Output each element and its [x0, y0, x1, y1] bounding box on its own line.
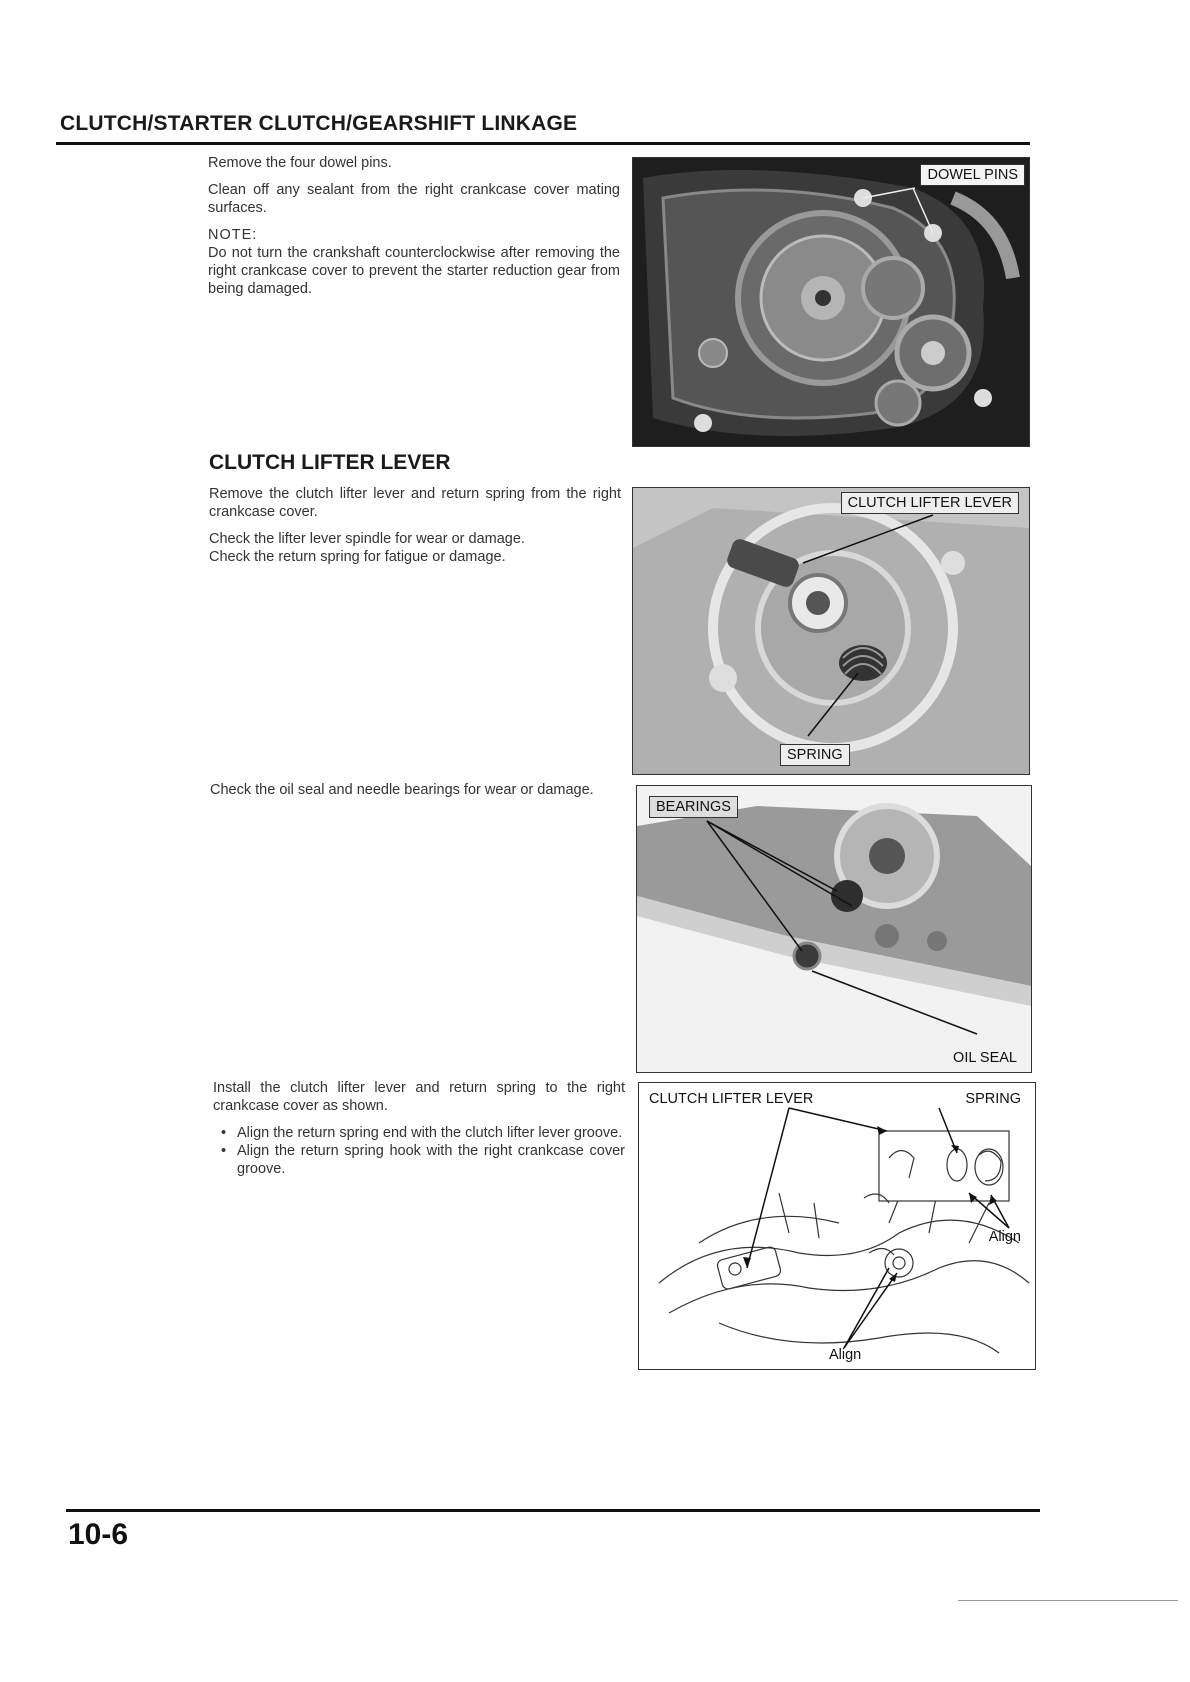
label-spring: SPRING: [780, 744, 850, 766]
oil-seal-step: [210, 781, 622, 799]
footer-rule: [66, 1509, 1040, 1512]
step-check-spring: Check the return spring for fatigue or damage.: [209, 549, 506, 565]
label-oil-seal: OIL SEAL: [953, 1050, 1017, 1066]
list-item: [213, 1142, 625, 1178]
label-clutch-lifter-lever: CLUTCH LIFTER LEVER: [841, 492, 1019, 514]
step-remove-lever: Remove the clutch lifter lever and return spring from the right crankcase cover.: [209, 486, 621, 520]
list-item: [213, 1124, 625, 1142]
intro-line-dowel: Remove the four dowel pins.: [208, 155, 392, 171]
step-check-spindle: Check the lifter lever spindle for wear or damage.: [209, 531, 525, 547]
figure-clutch-lifter-lever: [632, 487, 1030, 775]
note-text: Do not turn the crankshaft counterclockwise after removing the right crankcase cover to prevent the starter reduction gear from being damaged.: [208, 245, 620, 297]
bullet-dot: •: [221, 1143, 227, 1159]
bullet-text-spring-end: Align the return spring end with the clutch lifter lever groove.: [237, 1125, 623, 1141]
engine-photo-illustration: [633, 158, 1029, 446]
page-number: 10-6: [68, 1518, 129, 1551]
label-align-bottom: Align: [829, 1347, 862, 1363]
intro-block: [208, 154, 620, 298]
crankcase-cover-photo-illustration: [633, 488, 1029, 774]
figure-install-diagram: [638, 1082, 1036, 1370]
label-dowel-pins: DOWEL PINS: [920, 164, 1025, 186]
step-install-lever: Install the clutch lifter lever and return spring to the right crankcase cover as shown.: [213, 1080, 625, 1114]
label-diagram-clutch-lifter-lever: CLUTCH LIFTER LEVER: [649, 1091, 814, 1107]
intro-line-sealant: Clean off any sealant from the right crankcase cover mating surfaces.: [208, 182, 620, 216]
install-step-block: [213, 1079, 625, 1178]
figure-dowel-pins: [632, 157, 1030, 447]
label-diagram-spring: SPRING: [965, 1091, 1021, 1107]
bearings-photo-illustration: [637, 786, 1031, 1072]
scan-edge-line: [958, 1600, 1178, 1601]
spring-coil: [839, 645, 887, 681]
bullet-text-spring-hook: Align the return spring hook with the right crankcase cover groove.: [237, 1143, 625, 1177]
page-header-title: CLUTCH/STARTER CLUTCH/GEARSHIFT LINKAGE: [60, 112, 578, 135]
section-title-clutch-lifter-lever: CLUTCH LIFTER LEVER: [209, 451, 451, 474]
lifter-lever-steps: [209, 485, 621, 566]
label-align-right: Align: [988, 1229, 1021, 1245]
bullet-dot: •: [221, 1125, 227, 1141]
install-bullet-list: [213, 1124, 625, 1178]
label-bearings: BEARINGS: [649, 796, 738, 818]
install-line-drawing: [639, 1083, 1035, 1369]
step-check-oil-seal: Check the oil seal and needle bearings for wear or damage.: [210, 782, 594, 798]
header-rule: [56, 142, 1030, 145]
figure-bearings-oil-seal: [636, 785, 1032, 1073]
note-label: NOTE:: [208, 227, 258, 243]
